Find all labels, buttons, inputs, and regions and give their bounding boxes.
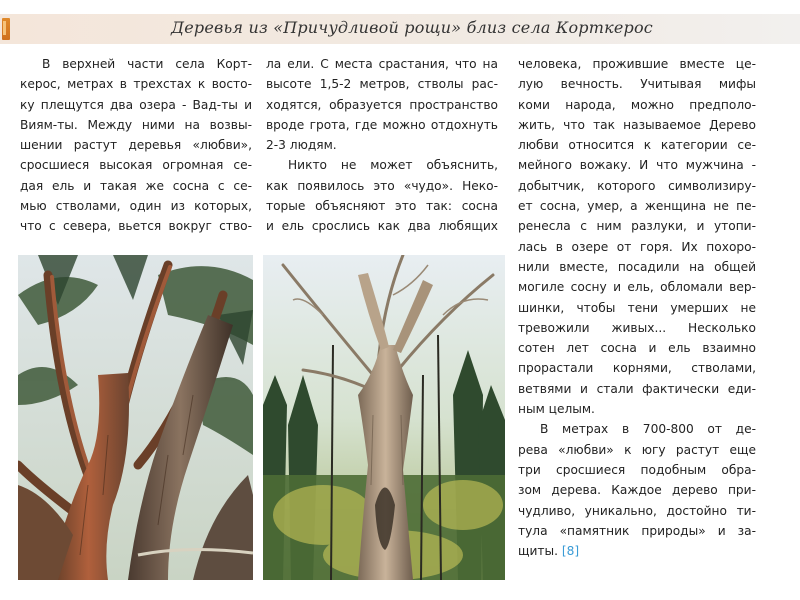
text-line: В верхней части села Корт- [42, 57, 252, 71]
text-line: торые объясняют это так: сосна [266, 199, 498, 214]
text-line: сросшиеся высокая огромная се- [20, 158, 252, 173]
text-line: шении растут деревья «любви», [20, 138, 252, 153]
text-line: зом дерева. Каждое дерево при- [518, 483, 756, 498]
text-line: керос, метрах в трехстах к восто- [20, 77, 252, 92]
text-line: ет сосна, умер, а женщина не пе- [518, 199, 756, 214]
text-line: ла ели. С места срастания, что на [266, 57, 498, 71]
text-line: нили вместе, посадили на общей [518, 259, 756, 274]
photo-illustration-left [18, 255, 253, 580]
text-line: прорастали корнями, стволами, [518, 361, 756, 376]
text-line: Виям-ты. Между ними на возвы- [20, 117, 252, 132]
text-line: чудливо, уникально, достойно ти- [518, 503, 756, 518]
text-line: шинки, чтобы тени умерших не [518, 300, 756, 315]
text-line-final: щиты. [518, 544, 558, 559]
text-line: добытчик, которого символизиру- [518, 178, 756, 193]
text-column-1 [20, 54, 252, 237]
text-line: лую вечность. Учитывая мифы [518, 77, 756, 92]
text-line: ренесла с ним разлуки, и утопи- [518, 219, 756, 234]
text-line: мью стволами, один из которых, [20, 199, 252, 214]
text-column-3 [518, 54, 756, 561]
page-title: Деревья из «Причудливой рощи» близ села Корткерос [171, 18, 653, 37]
text-line: рева «любви» к югу растут еще [518, 442, 756, 457]
text-line: ку плещутся два озера - Вад-ты и [20, 97, 252, 112]
text-line: три сросшиеся подобным обра- [518, 462, 756, 477]
text-line: В метрах в 700-800 от де- [540, 422, 756, 437]
text-line: жить, что так называемое Дерево [518, 117, 756, 132]
text-line-with-reference [518, 541, 756, 561]
photo-illustration-right [263, 255, 505, 580]
text-line: 2-3 людям. [266, 138, 337, 153]
text-line: тула «памятник природы» и за- [518, 523, 756, 538]
text-line: мейного вожаку. И что мужчина - [518, 158, 756, 173]
text-line: человека, прожившие вместе це- [518, 57, 756, 71]
reference-link[interactable]: [8] [561, 544, 580, 559]
text-line: вроде грота, где можно отдохнуть [266, 117, 498, 132]
text-line: что с севера, вьется вокруг ство- [20, 219, 252, 234]
text-line: как появилось это «чудо». Неко- [266, 178, 498, 193]
text-line: коми народа, можно предполо- [518, 97, 756, 112]
text-line: ным целым. [518, 402, 595, 417]
text-line: высоте 1,5-2 метров, стволы рас- [266, 77, 498, 92]
text-line: тревожили живых... Несколько [518, 320, 756, 335]
text-line: ветвями и стали фактически еди- [518, 381, 756, 396]
text-line: Никто не может объяснить, [288, 158, 498, 173]
text-line: сотен лет сосна и ель взаимно [518, 341, 756, 356]
photo-intertwined-trunks [18, 255, 253, 580]
page-corner-marker [2, 18, 10, 40]
text-line: любви относится к категории се- [518, 138, 756, 153]
photo-tree-of-love [263, 255, 505, 580]
text-line: лась в озере от горя. Их похоро- [518, 239, 756, 254]
text-line: дая ель и такая же сосна с се- [20, 178, 252, 193]
text-column-2 [266, 54, 498, 237]
text-line: могиле сосну и ель, обломали вер- [518, 280, 756, 295]
text-line: и ель срослись как два любящих [266, 219, 498, 234]
text-line: ходятся, образуется пространство [266, 97, 498, 112]
